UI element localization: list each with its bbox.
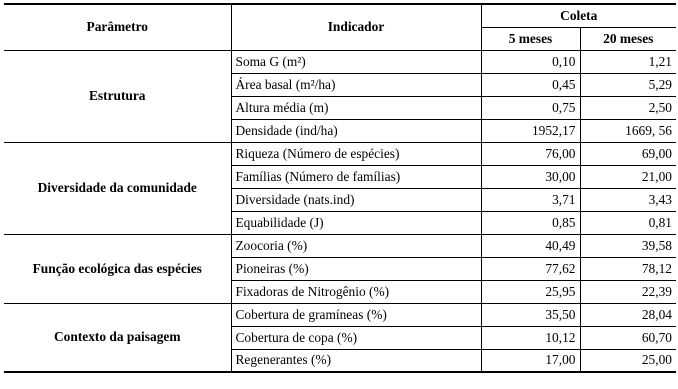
value-20-meses: 69,00	[580, 142, 676, 165]
header-coleta: Coleta	[481, 4, 676, 27]
value-5-meses: 0,45	[481, 73, 580, 96]
value-5-meses: 3,71	[481, 188, 580, 211]
group-label: Estrutura	[4, 50, 231, 142]
group-label: Contexto da paisagem	[4, 303, 231, 372]
value-20-meses: 22,39	[580, 280, 676, 303]
value-20-meses: 1669, 56	[580, 119, 676, 142]
group-label: Diversidade da comunidade	[4, 142, 231, 234]
indicator-cell: Fixadoras de Nitrogênio (%)	[231, 280, 481, 303]
table-row	[4, 303, 676, 326]
indicator-cell: Cobertura de gramíneas (%)	[231, 303, 481, 326]
table-row	[4, 50, 676, 73]
value-20-meses: 39,58	[580, 234, 676, 257]
indicator-cell: Equabilidade (J)	[231, 211, 481, 234]
indicator-cell: Densidade (ind/ha)	[231, 119, 481, 142]
value-5-meses: 25,95	[481, 280, 580, 303]
indicator-cell: Pioneiras (%)	[231, 257, 481, 280]
table-body	[4, 50, 676, 372]
value-5-meses: 10,12	[481, 326, 580, 349]
table-row	[4, 234, 676, 257]
value-20-meses: 21,00	[580, 165, 676, 188]
indicator-cell: Soma G (m²)	[231, 50, 481, 73]
value-5-meses: 35,50	[481, 303, 580, 326]
header-indicador: Indicador	[231, 4, 481, 50]
value-20-meses: 78,12	[580, 257, 676, 280]
value-5-meses: 0,75	[481, 96, 580, 119]
value-5-meses: 40,49	[481, 234, 580, 257]
indicator-cell: Famílias (Número de famílias)	[231, 165, 481, 188]
table-row	[4, 142, 676, 165]
header-parametro: Parâmetro	[4, 4, 231, 50]
value-20-meses: 1,21	[580, 50, 676, 73]
value-5-meses: 76,00	[481, 142, 580, 165]
indicator-cell: Área basal (m²/ha)	[231, 73, 481, 96]
value-5-meses: 1952,17	[481, 119, 580, 142]
value-20-meses: 60,70	[580, 326, 676, 349]
parameters-table	[4, 3, 676, 373]
value-20-meses: 0,81	[580, 211, 676, 234]
header-5-meses: 5 meses	[481, 27, 580, 50]
value-5-meses: 77,62	[481, 257, 580, 280]
value-20-meses: 3,43	[580, 188, 676, 211]
value-5-meses: 0,85	[481, 211, 580, 234]
indicator-cell: Riqueza (Número de espécies)	[231, 142, 481, 165]
value-20-meses: 25,00	[580, 349, 676, 372]
indicator-cell: Cobertura de copa (%)	[231, 326, 481, 349]
table-header	[4, 4, 676, 50]
indicator-cell: Regenerantes (%)	[231, 349, 481, 372]
indicator-cell: Altura média (m)	[231, 96, 481, 119]
value-5-meses: 30,00	[481, 165, 580, 188]
value-5-meses: 0,10	[481, 50, 580, 73]
value-20-meses: 28,04	[580, 303, 676, 326]
indicator-cell: Zoocoria (%)	[231, 234, 481, 257]
value-5-meses: 17,00	[481, 349, 580, 372]
value-20-meses: 2,50	[580, 96, 676, 119]
indicator-cell: Diversidade (nats.ind)	[231, 188, 481, 211]
header-20-meses: 20 meses	[580, 27, 676, 50]
group-label: Função ecológica das espécies	[4, 234, 231, 303]
value-20-meses: 5,29	[580, 73, 676, 96]
